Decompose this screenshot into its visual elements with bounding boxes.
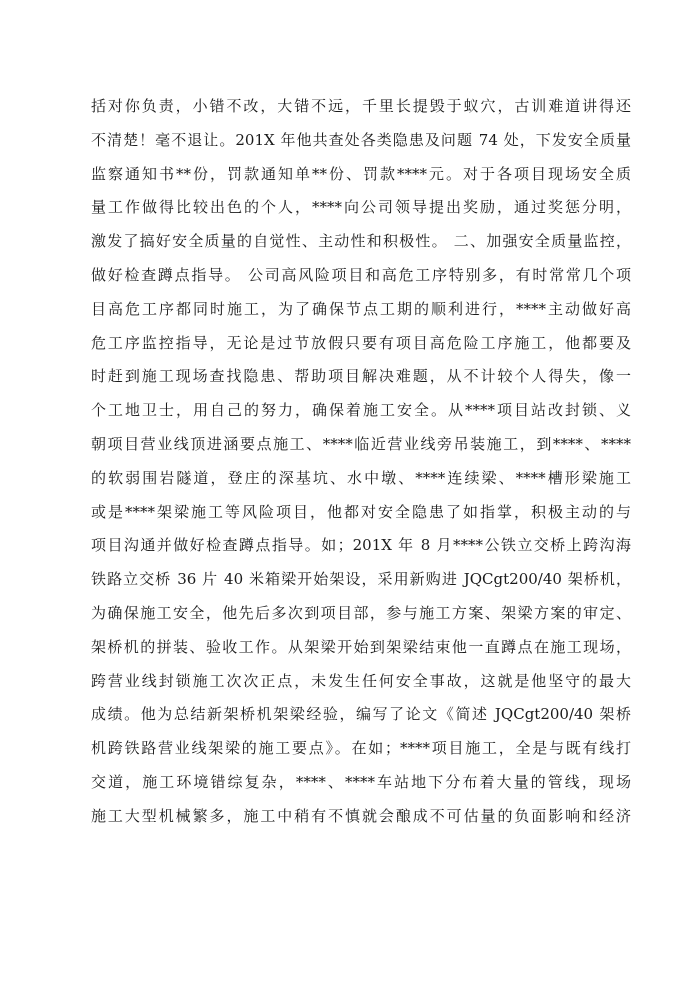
text-line: 激发了搞好安全质量的自觉性、主动性和积极性。 二、加强安全质量监控， [91,232,631,251]
text-line: 或是****架梁施工等风险项目，他都对安全隐患了如指掌，积极主动的与 [91,502,631,521]
body-text [91,90,631,834]
text-line: 施工大型机械繁多，施工中稍有不慎就会酿成不可估量的负面影响和经济 [91,806,631,825]
text-line: 的软弱围岩隧道，登庄的深基坑、水中墩、****连续梁、****槽形梁施工 [91,468,631,487]
text-line: 跨营业线封锁施工次次正点，未发生任何安全事故，这就是他坚守的最大 [91,671,631,690]
text-line: 项目沟通并做好检查蹲点指导。如；201X 年 8 月****公铁立交桥上跨沟海 [91,536,631,555]
text-line: 做好检查蹲点指导。 公司高风险项目和高危工序特别多，有时常常几个项 [91,265,631,284]
text-line: 括对你负责，小错不改，大错不远，千里长提毁于蚁穴，古训难道讲得还 [91,97,631,115]
text-line: 量工作做得比较出色的个人，****向公司领导提出奖励，通过奖惩分明， [91,198,631,217]
text-line: 架桥机的拼装、验收工作。从架梁开始到架梁结束他一直蹲点在施工现场， [91,637,631,656]
text-line: 监察通知书**份，罚款通知单**份、罚款****元。对于各项目现场安全质 [91,164,631,183]
text-line: 成绩。他为总结新架桥机架梁经验，编写了论文《简述 JQCgt200/40 架桥 [91,705,631,724]
text-line: 个工地卫士，用自己的努力，确保着施工安全。从****项目站改封锁、义 [91,401,631,420]
text-line: 铁路立交桥 36 片 40 米箱梁开始架设，采用新购进 JQCgt200/40 架桥机， [91,570,631,589]
text-line: 目高危工序都同时施工，为了确保节点工期的顺利进行，****主动做好高 [91,299,631,318]
text-line: 危工序监控指导，无论是过节放假只要有项目高危险工序施工，他都要及 [91,333,631,352]
text-line: 不清楚！毫不退让。201X 年他共查处各类隐患及问题 74 处，下发安全质量 [91,130,631,149]
text-line: 朝项目营业线顶进涵要点施工、****临近营业线旁吊装施工，到****、**** [91,434,631,453]
text-line: 交道，施工环境错综复杂，****、****车站地下分布着大量的管线，现场 [91,772,631,791]
text-line: 机跨铁路营业线架梁的施工要点》。在如；****项目施工，全是与既有线打 [91,739,631,758]
text-line: 为确保施工安全，他先后多次到项目部，参与施工方案、架梁方案的审定、 [91,603,631,622]
text-line: 时赶到施工现场查找隐患、帮助项目解决难题，从不计较个人得失，像一 [91,367,631,386]
